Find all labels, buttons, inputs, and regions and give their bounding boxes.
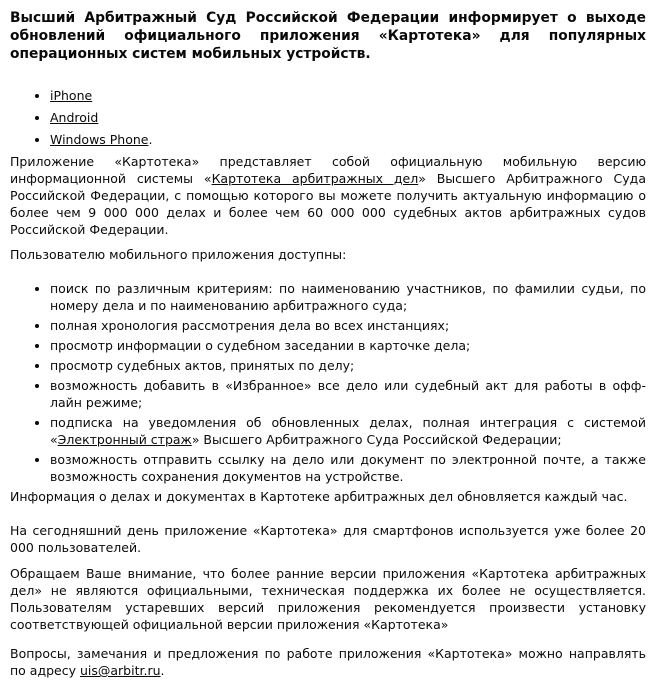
electronic-guard-link[interactable]: Электронный страж xyxy=(57,432,192,447)
feature-item-share: • возможность отправить ссылку на дело или документ по электронной почте, а также возможность сохранения документов на устройстве. xyxy=(50,451,646,485)
usage-info-paragraph: На сегодняшний день приложение «Картотека» для смартфонов используется уже более 20 000 пользователей. xyxy=(10,523,646,555)
features-heading: Пользователю мобильного приложения доступны: xyxy=(10,247,347,262)
warning-paragraph: Обращаем Ваше внимание, что более ранние версии приложения «Картотека арбитражных дел» не являются официальными, техническая поддержка их более не осуществляется. Пользователям устаревших версий приложения рекомендуется произвести установку соответствующей официальной версии приложения «Картотека» xyxy=(10,566,646,632)
kad-link[interactable]: Картотека арбитражных дел xyxy=(211,171,419,186)
android-link[interactable]: Android xyxy=(50,110,99,125)
feature-item-favorites: • возможность добавить в «Избранное» все дело или судебный акт для работы в офф-лайн режиме; xyxy=(50,377,646,411)
contact-text-2: . xyxy=(160,663,165,678)
feature-item-subscription xyxy=(50,414,646,448)
windows-phone-link[interactable]: Windows Phone xyxy=(50,132,149,147)
platform-suffix: . xyxy=(148,132,153,147)
contact-text-1: Вопросы, замечания и предложения по работе приложения «Картотека» можно направлять по адресу xyxy=(10,646,646,678)
feature-item-hearing-info: • просмотр информации о судебном заседании в карточке дела; xyxy=(50,337,646,354)
platform-list-item-android xyxy=(50,109,646,126)
intro-paragraph: Высший Арбитражный Суд Российской Федерации информирует о выходе обновлений официального приложения «Картотека» для популярных операционных систем мобильных устройств. xyxy=(10,10,646,62)
feature-subscription-text-1: подписка на уведомления об обновленных делах, полная интеграция с системой « xyxy=(50,415,646,447)
platform-list-item-iphone xyxy=(50,87,646,104)
email-link[interactable]: uis@arbitr.ru xyxy=(79,663,161,678)
features-list xyxy=(10,280,646,485)
feature-subscription-text-2: » Высшего Арбитражного Суда Российской Федерации; xyxy=(191,432,562,447)
feature-item-judicial-acts: • просмотр судебных актов, принятых по делу; xyxy=(50,357,646,374)
feature-item-search: • поиск по различным критериям: по наименованию участников, по фамилии судьи, по номеру дела и по наименованию арбитражного суда; xyxy=(50,280,646,314)
about-text-1: Приложение «Картотека» представляет собой официальную мобильную версию информационной системы « xyxy=(10,154,646,186)
platform-list-item-windows-phone xyxy=(50,131,646,148)
contact-paragraph xyxy=(10,645,646,679)
about-paragraph xyxy=(10,153,646,238)
about-text-2: » Высшего Арбитражного Суда Российской Федерации, с помощью которого вы можете получить актуальную информацию о более чем 9 000 000 делах и более чем 60 000 000 судебных актов арбитражных судов Российской Федерации. xyxy=(10,171,646,237)
update-info-paragraph: Информация о делах и документах в Картотеке арбитражных дел обновляется каждый час. xyxy=(10,489,628,504)
iphone-link[interactable]: iPhone xyxy=(50,88,93,103)
platform-list xyxy=(10,87,646,148)
feature-item-chronology: • полная хронология рассмотрения дела во всех инстанциях; xyxy=(50,317,646,334)
